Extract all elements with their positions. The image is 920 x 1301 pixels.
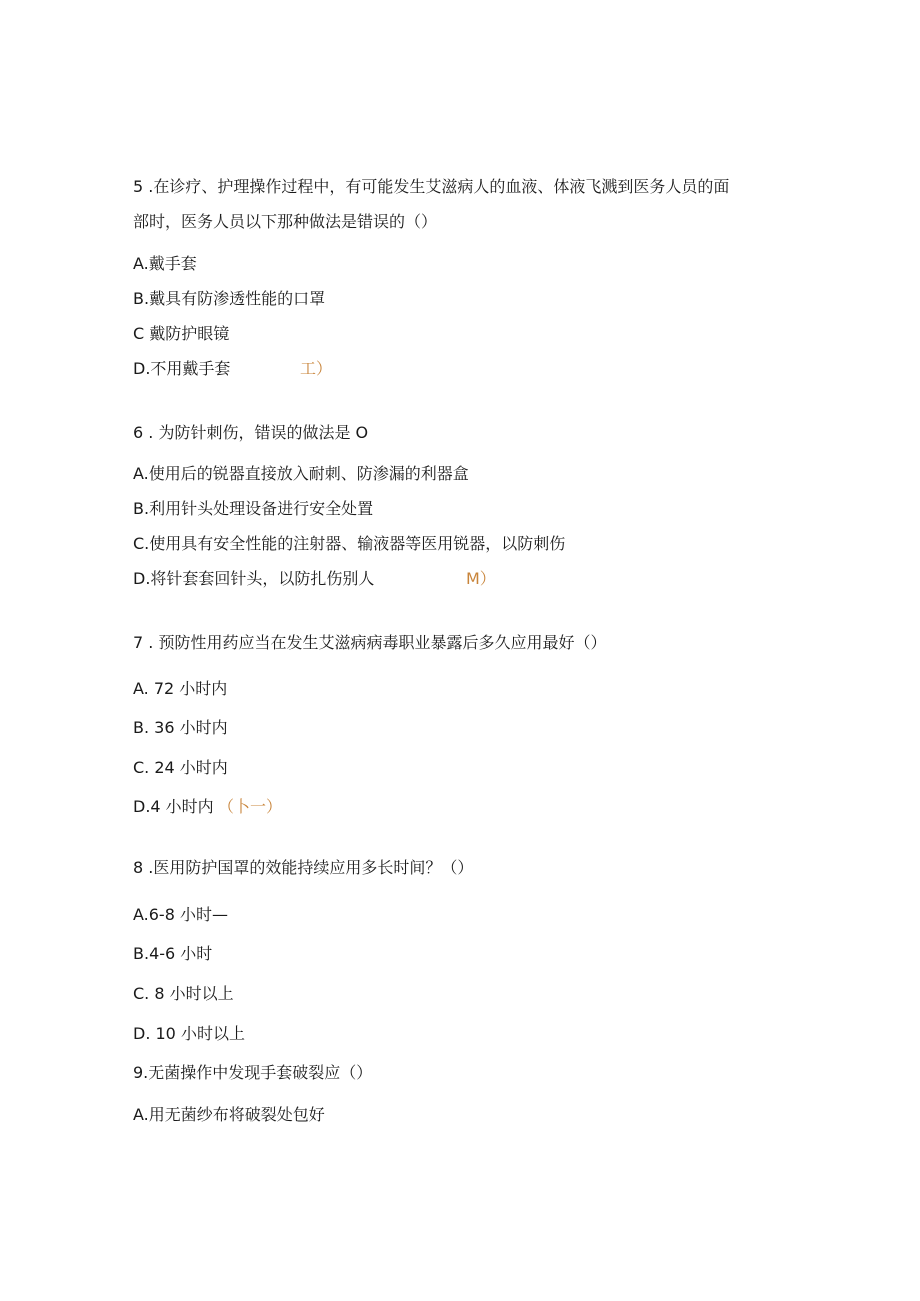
question-7-stem: 7 . 预防性用药应当在发生艾滋病病毒职业暴露后多久应用最好（）	[133, 633, 607, 652]
question-5-stem-line-1: 5 .在诊疗、护理操作过程中，有可能发生艾滋病人的血液、体液飞溅到医务人员的面	[133, 177, 730, 196]
question-8-stem: 8 .医用防护国罩的效能持续应用多长时间？（）	[133, 858, 474, 877]
question-7-option-a: A. 72 小时内	[133, 679, 228, 698]
question-7-option-d: D.4 小时内	[133, 797, 214, 816]
question-7-handwritten-mark: （卜一）	[218, 797, 283, 816]
question-6-option-b: B.利用针头处理设备进行安全处置	[133, 499, 374, 518]
question-5-handwritten-mark: 工）	[300, 359, 333, 378]
question-7-option-c: C. 24 小时内	[133, 758, 228, 777]
question-5-option-b: B.戴具有防渗透性能的口罩	[133, 289, 326, 308]
question-6-option-a: A.使用后的锐器直接放入耐刺、防渗漏的利器盒	[133, 464, 469, 483]
question-5-option-d: D.不用戴手套	[133, 359, 231, 378]
question-6-handwritten-mark: M）	[466, 569, 496, 588]
question-9-stem: 9.无菌操作中发现手套破裂应（）	[133, 1063, 373, 1082]
question-6-stem: 6 . 为防针刺伤，错误的做法是 O	[133, 423, 369, 442]
question-8-option-d: D. 10 小时以上	[133, 1024, 245, 1043]
question-5-stem-line-2: 部时，医务人员以下那种做法是错误的（）	[133, 212, 438, 231]
question-7-option-b: B. 36 小时内	[133, 718, 228, 737]
question-9-option-a: A.用无菌纱布将破裂处包好	[133, 1105, 325, 1124]
question-8-option-c: C. 8 小时以上	[133, 984, 234, 1003]
question-5-option-c: C 戴防护眼镜	[133, 324, 230, 343]
question-6-option-c: C.使用具有安全性能的注射器、输液器等医用锐器，以防刺伤	[133, 534, 566, 553]
question-8-option-b: B.4-6 小时	[133, 944, 213, 963]
question-6-option-d: D.将针套套回针头，以防扎伤别人	[133, 569, 375, 588]
question-5-option-a: A.戴手套	[133, 254, 197, 273]
question-8-option-a: A.6-8 小时—	[133, 905, 228, 924]
